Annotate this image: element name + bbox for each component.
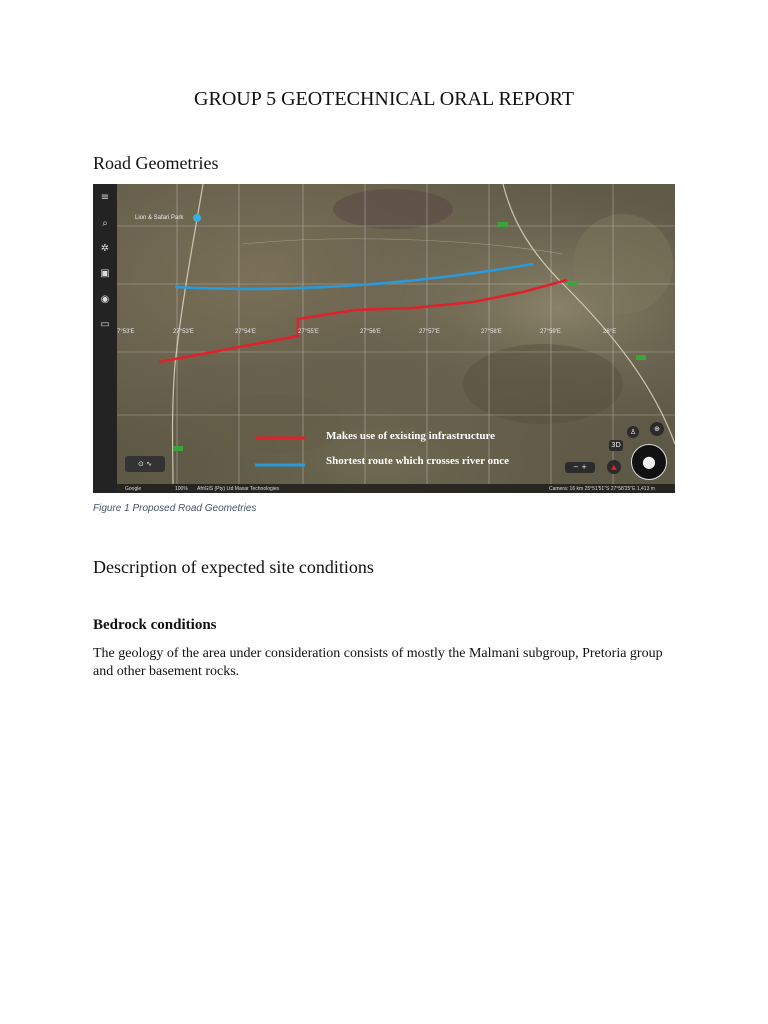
- zoom-level: 100%: [175, 486, 188, 492]
- grid-label: 7°53'E: [117, 329, 135, 335]
- map-tools-button[interactable]: ⊙ ∿: [125, 456, 165, 472]
- grid-label: 27°57'E: [419, 329, 440, 335]
- grid-label: 27°56'E: [360, 329, 381, 335]
- grid-label: 27°53'E: [173, 329, 194, 335]
- street-view-icon[interactable]: ♙: [627, 426, 639, 438]
- projects-icon[interactable]: ✲: [100, 243, 110, 254]
- subsection-heading-bedrock: Bedrock conditions: [93, 617, 217, 633]
- section-heading-road-geometries: Road Geometries: [93, 153, 219, 173]
- figure-caption: Figure 1 Proposed Road Geometries: [93, 503, 257, 514]
- google-logo: Google: [125, 486, 142, 492]
- map-figure: [93, 184, 675, 493]
- grid-label: 27°59'E: [540, 329, 561, 335]
- place-icon[interactable]: ◉: [100, 294, 110, 305]
- page-title: GROUP 5 GEOTECHNICAL ORAL REPORT: [194, 88, 574, 110]
- grid-label: 28°E: [603, 329, 617, 335]
- menu-icon[interactable]: ≡: [100, 192, 110, 203]
- section-heading-site-conditions: Description of expected site conditions: [93, 557, 374, 577]
- map-toolbar: [93, 184, 117, 493]
- place-label[interactable]: Lion & Safari Park: [135, 215, 184, 221]
- map-terrain: [93, 184, 675, 493]
- search-icon[interactable]: ⌕: [102, 218, 108, 229]
- camera-info: Camera: 16 km 25°51'51"S 27°58'25"E 1,413 m: [549, 486, 655, 492]
- legend-blue-label: Shortest route which crosses river once: [326, 455, 509, 467]
- grid-label: 27°55'E: [298, 329, 319, 335]
- paragraph-geology: The geology of the area under consideration consists of mostly the Malmani subgroup, Pretoria group and other basement rocks.: [93, 646, 663, 679]
- map-footer: [117, 484, 675, 493]
- ruler-icon[interactable]: ▭: [100, 319, 110, 330]
- my-location-icon[interactable]: ⊕: [650, 422, 664, 436]
- zoom-controls[interactable]: − +: [565, 462, 595, 473]
- voyager-icon[interactable]: ▣: [100, 268, 110, 279]
- grid-label: 27°58'E: [481, 329, 502, 335]
- view-3d-button[interactable]: 3D: [609, 440, 623, 451]
- attribution: AfriGIS (Pty) Ltd Maxar Technologies: [197, 486, 280, 492]
- legend-red-label: Makes use of existing infrastructure: [326, 430, 496, 442]
- compass-icon[interactable]: ▲: [607, 460, 621, 474]
- globe-icon[interactable]: ●: [631, 444, 667, 480]
- grid-label: 27°54'E: [235, 329, 256, 335]
